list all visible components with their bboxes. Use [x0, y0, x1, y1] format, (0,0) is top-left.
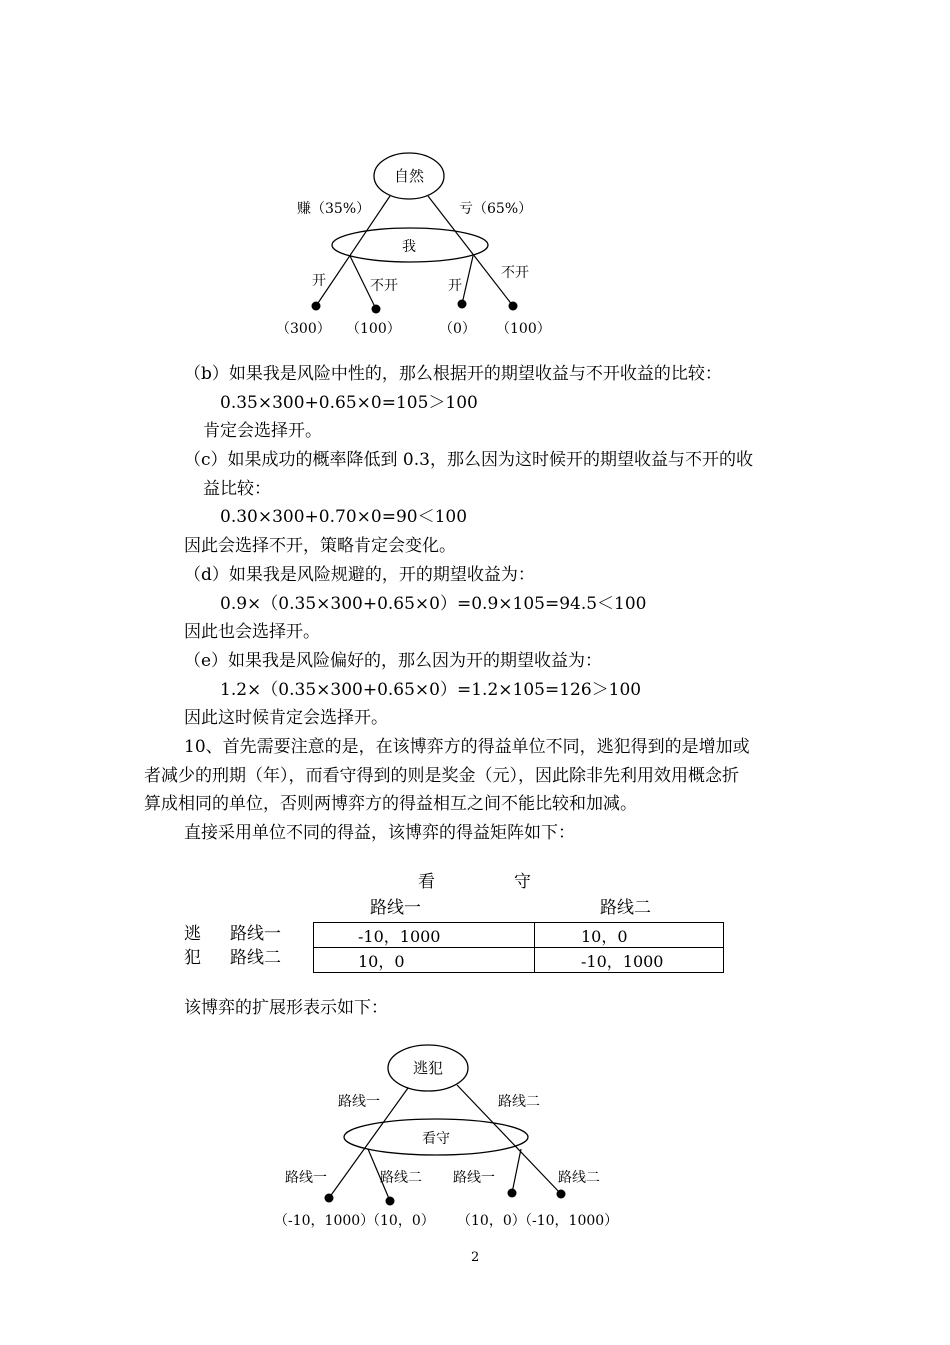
formula-e: 1.2×（0.35×300+0.65×0）=1.2×105=126＞100 [220, 680, 642, 700]
col-header-2: 路线二 [600, 898, 651, 918]
terminal-node [325, 1194, 334, 1203]
paragraph-c-line4: 因此会选择不开，策略肯定会变化。 [184, 536, 456, 556]
col-player-label-2: 守 [514, 872, 531, 892]
terminal-node [386, 1197, 395, 1206]
payoff-label: （0） [439, 321, 476, 337]
action-line [512, 1149, 521, 1193]
row-header-1: 路线一 [230, 924, 281, 944]
root-label: 逃犯 [412, 1059, 444, 1077]
game-tree-nature [0, 0, 950, 345]
row-player-label-1: 逃 [184, 924, 201, 944]
formula-b: 0.35×300+0.65×0=105＞100 [220, 393, 478, 413]
terminal-node [557, 1190, 566, 1199]
payoff-label: （300） [276, 321, 331, 337]
paragraph-c-line2: 益比较： [203, 479, 271, 499]
row-header-2: 路线二 [230, 948, 281, 968]
matrix-cell: -10，1000 [314, 923, 535, 948]
table-row [314, 948, 724, 973]
action-label: 不开 [370, 278, 398, 294]
terminal-node [509, 302, 518, 311]
page-number: 2 [471, 1250, 480, 1265]
terminal-node [508, 1189, 517, 1198]
payoff-label: （100） [346, 321, 401, 337]
branch-left-label: 路线一 [338, 1094, 380, 1110]
payoff-label: （-10，1000） [274, 1213, 375, 1229]
action-label: 不开 [501, 265, 529, 281]
col-player-label-1: 看 [418, 872, 435, 892]
row-player-label-2: 犯 [184, 948, 201, 968]
col-header-1: 路线一 [370, 898, 421, 918]
action-line [462, 256, 473, 304]
paragraph-d-line1: （d）如果我是风险规避的，开的期望收益为： [184, 565, 535, 585]
paragraph-10-line3: 算成相同的单位，否则两博弈方的得益相互之间不能比较和加减。 [144, 794, 637, 814]
formula-d: 0.9×（0.35×300+0.65×0）=0.9×105=94.5＜100 [220, 594, 647, 614]
formula-c: 0.30×300+0.70×0=90＜100 [220, 507, 468, 527]
paragraph-c-line1: （c）如果成功的概率降低到 0.3，那么因为这时候开的期望收益与不开的收 [184, 450, 753, 470]
paragraph-10-line1: 10、首先需要注意的是，在该博弈方的得益单位不同，逃犯得到的是增加或 [184, 737, 750, 757]
matrix-cell: 10，0 [535, 923, 724, 948]
info-set-label: 看守 [422, 1131, 450, 1147]
payoff-label: （100） [496, 321, 551, 337]
matrix-cell: 10，0 [314, 948, 535, 973]
payoff-label: （10，0） [366, 1213, 435, 1229]
terminal-node [458, 300, 467, 309]
table-row [314, 923, 724, 948]
paragraph-b-line3: 肯定会选择开。 [203, 421, 322, 441]
paragraph-10-line2: 者减少的刑期（年），而看守得到的则是奖金（元），因此除非先利用效用概念折 [144, 766, 739, 786]
root-label: 自然 [393, 167, 425, 185]
action-label: 开 [312, 273, 326, 289]
payoff-matrix [313, 922, 724, 973]
payoff-label: （10，0） [457, 1213, 526, 1229]
action-label: 路线二 [558, 1170, 600, 1186]
info-set-label: 我 [402, 239, 416, 255]
matrix-cell: -10，1000 [535, 948, 724, 973]
paragraph-e-line3: 因此这时候肯定会选择开。 [184, 708, 388, 728]
payoff-label: （-10，1000） [518, 1213, 619, 1229]
branch-left-label: 赚（35%） [297, 201, 371, 217]
game-tree-fugitive [0, 1040, 950, 1240]
action-label: 开 [448, 278, 462, 294]
paragraph-extensive-form: 该博弈的扩展形表示如下： [184, 998, 388, 1018]
paragraph-b-line1: （b）如果我是风险中性的，那么根据开的期望收益与不开收益的比较： [184, 364, 722, 384]
action-label: 路线一 [285, 1170, 327, 1186]
terminal-node [372, 305, 381, 314]
branch-right-label: 路线二 [498, 1094, 540, 1110]
terminal-node [312, 302, 321, 311]
paragraph-d-line3: 因此也会选择开。 [184, 622, 320, 642]
action-label: 路线一 [453, 1170, 495, 1186]
branch-right-label: 亏（65%） [459, 201, 533, 217]
paragraph-10-line4: 直接采用单位不同的得益，该博弈的得益矩阵如下： [184, 823, 575, 843]
paragraph-e-line1: （e）如果我是风险偏好的，那么因为开的期望收益为： [184, 651, 603, 671]
action-label: 路线二 [380, 1170, 422, 1186]
